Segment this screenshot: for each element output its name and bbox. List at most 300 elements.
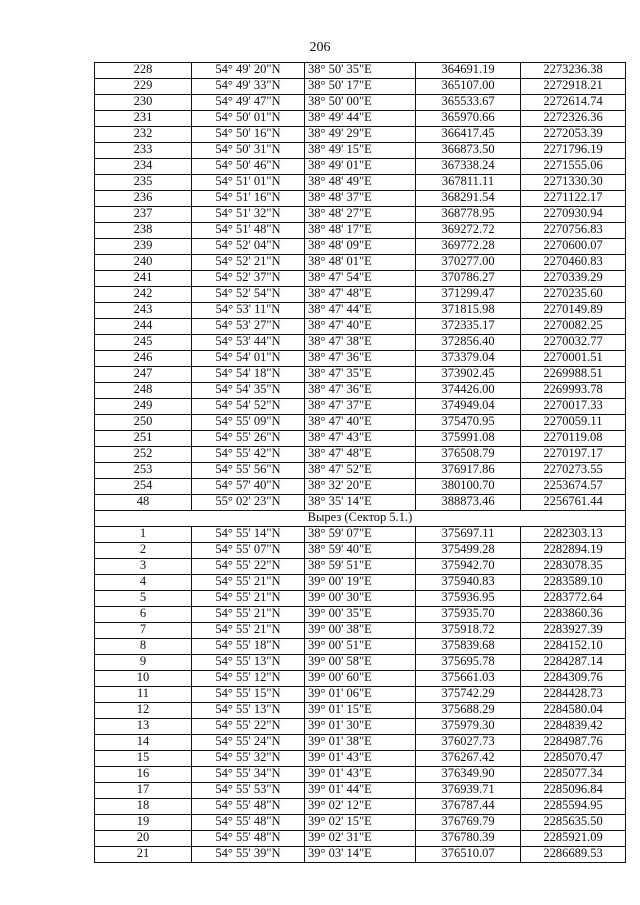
x-coordinate-cell: 375688.29 [416, 703, 521, 719]
point-number-cell: 253 [95, 463, 192, 479]
point-number-cell: 242 [95, 287, 192, 303]
coordinates-table-body [95, 63, 626, 511]
x-coordinate-cell: 374426.00 [416, 383, 521, 399]
x-coordinate-cell: 376508.79 [416, 447, 521, 463]
x-coordinate-cell: 375695.78 [416, 655, 521, 671]
latitude-cell: 54° 52' 21"N [192, 255, 305, 271]
latitude-cell: 54° 55' 21"N [192, 623, 305, 639]
table-row [95, 79, 626, 95]
longitude-cell: 38° 47' 35"E [305, 367, 416, 383]
longitude-cell: 38° 47' 40"E [305, 415, 416, 431]
y-coordinate-cell: 2269988.51 [521, 367, 626, 383]
point-number-cell: 1 [95, 527, 192, 543]
longitude-cell: 38° 49' 29"E [305, 127, 416, 143]
longitude-cell: 39° 01' 43"E [305, 767, 416, 783]
x-coordinate-cell: 370277.00 [416, 255, 521, 271]
latitude-cell: 54° 51' 16"N [192, 191, 305, 207]
section-title: Вырез (Сектор 5.1.) [95, 511, 626, 527]
x-coordinate-cell: 373379.04 [416, 351, 521, 367]
point-number-cell: 5 [95, 591, 192, 607]
point-number-cell: 6 [95, 607, 192, 623]
point-number-cell: 2 [95, 543, 192, 559]
latitude-cell: 54° 54' 01"N [192, 351, 305, 367]
x-coordinate-cell: 375991.08 [416, 431, 521, 447]
table-row [95, 543, 626, 559]
x-coordinate-cell: 373902.45 [416, 367, 521, 383]
y-coordinate-cell: 2284987.76 [521, 735, 626, 751]
table-row [95, 847, 626, 863]
y-coordinate-cell: 2284580.04 [521, 703, 626, 719]
x-coordinate-cell: 372335.17 [416, 319, 521, 335]
table-row [95, 607, 626, 623]
longitude-cell: 39° 00' 51"E [305, 639, 416, 655]
y-coordinate-cell: 2271122.17 [521, 191, 626, 207]
latitude-cell: 54° 55' 42"N [192, 447, 305, 463]
latitude-cell: 54° 55' 21"N [192, 607, 305, 623]
y-coordinate-cell: 2270339.29 [521, 271, 626, 287]
point-number-cell: 13 [95, 719, 192, 735]
latitude-cell: 54° 54' 52"N [192, 399, 305, 415]
table-row [95, 751, 626, 767]
table-row [95, 639, 626, 655]
point-number-cell: 252 [95, 447, 192, 463]
latitude-cell: 54° 55' 53"N [192, 783, 305, 799]
point-number-cell: 18 [95, 799, 192, 815]
x-coordinate-cell: 375839.68 [416, 639, 521, 655]
table-row [95, 479, 626, 495]
latitude-cell: 54° 52' 54"N [192, 287, 305, 303]
longitude-cell: 39° 02' 12"E [305, 799, 416, 815]
longitude-cell: 38° 47' 48"E [305, 447, 416, 463]
table-row [95, 63, 626, 79]
latitude-cell: 54° 49' 20"N [192, 63, 305, 79]
longitude-cell: 38° 47' 36"E [305, 383, 416, 399]
y-coordinate-cell: 2253674.57 [521, 479, 626, 495]
longitude-cell: 39° 01' 43"E [305, 751, 416, 767]
y-coordinate-cell: 2285921.09 [521, 831, 626, 847]
point-number-cell: 14 [95, 735, 192, 751]
longitude-cell: 39° 00' 19"E [305, 575, 416, 591]
y-coordinate-cell: 2283078.35 [521, 559, 626, 575]
table-row [95, 271, 626, 287]
latitude-cell: 54° 55' 21"N [192, 575, 305, 591]
point-number-cell: 241 [95, 271, 192, 287]
y-coordinate-cell: 2284152.10 [521, 639, 626, 655]
y-coordinate-cell: 2270017.33 [521, 399, 626, 415]
latitude-cell: 54° 51' 32"N [192, 207, 305, 223]
longitude-cell: 38° 32' 20"E [305, 479, 416, 495]
point-number-cell: 20 [95, 831, 192, 847]
x-coordinate-cell: 371815.98 [416, 303, 521, 319]
point-number-cell: 232 [95, 127, 192, 143]
table-row [95, 287, 626, 303]
longitude-cell: 38° 59' 40"E [305, 543, 416, 559]
table-row [95, 335, 626, 351]
point-number-cell: 249 [95, 399, 192, 415]
y-coordinate-cell: 2285070.47 [521, 751, 626, 767]
latitude-cell: 55° 02' 23"N [192, 495, 305, 511]
point-number-cell: 245 [95, 335, 192, 351]
x-coordinate-cell: 376939.71 [416, 783, 521, 799]
longitude-cell: 38° 47' 44"E [305, 303, 416, 319]
latitude-cell: 54° 55' 22"N [192, 719, 305, 735]
latitude-cell: 54° 55' 48"N [192, 799, 305, 815]
table-row [95, 431, 626, 447]
table-row [95, 671, 626, 687]
coordinates-table-body-sector [95, 527, 626, 863]
x-coordinate-cell: 375470.95 [416, 415, 521, 431]
point-number-cell: 234 [95, 159, 192, 175]
y-coordinate-cell: 2285096.84 [521, 783, 626, 799]
x-coordinate-cell: 376027.73 [416, 735, 521, 751]
x-coordinate-cell: 376769.79 [416, 815, 521, 831]
longitude-cell: 38° 47' 52"E [305, 463, 416, 479]
table-row [95, 415, 626, 431]
y-coordinate-cell: 2272614.74 [521, 95, 626, 111]
x-coordinate-cell: 375942.70 [416, 559, 521, 575]
point-number-cell: 240 [95, 255, 192, 271]
y-coordinate-cell: 2270756.83 [521, 223, 626, 239]
x-coordinate-cell: 376780.39 [416, 831, 521, 847]
x-coordinate-cell: 376917.86 [416, 463, 521, 479]
x-coordinate-cell: 375979.30 [416, 719, 521, 735]
table-row [95, 831, 626, 847]
point-number-cell: 16 [95, 767, 192, 783]
table-row [95, 463, 626, 479]
latitude-cell: 54° 52' 04"N [192, 239, 305, 255]
latitude-cell: 54° 50' 46"N [192, 159, 305, 175]
y-coordinate-cell: 2283589.10 [521, 575, 626, 591]
y-coordinate-cell: 2282303.13 [521, 527, 626, 543]
table-row [95, 655, 626, 671]
longitude-cell: 38° 47' 48"E [305, 287, 416, 303]
longitude-cell: 38° 47' 43"E [305, 431, 416, 447]
x-coordinate-cell: 375940.83 [416, 575, 521, 591]
y-coordinate-cell: 2282894.19 [521, 543, 626, 559]
longitude-cell: 38° 48' 27"E [305, 207, 416, 223]
latitude-cell: 54° 55' 22"N [192, 559, 305, 575]
table-row [95, 95, 626, 111]
x-coordinate-cell: 375936.95 [416, 591, 521, 607]
point-number-cell: 8 [95, 639, 192, 655]
latitude-cell: 54° 55' 12"N [192, 671, 305, 687]
point-number-cell: 228 [95, 63, 192, 79]
latitude-cell: 54° 55' 26"N [192, 431, 305, 447]
longitude-cell: 38° 47' 54"E [305, 271, 416, 287]
x-coordinate-cell: 367338.24 [416, 159, 521, 175]
y-coordinate-cell: 2271796.19 [521, 143, 626, 159]
section-header-row [95, 511, 626, 527]
point-number-cell: 15 [95, 751, 192, 767]
point-number-cell: 7 [95, 623, 192, 639]
y-coordinate-cell: 2283860.36 [521, 607, 626, 623]
latitude-cell: 54° 55' 18"N [192, 639, 305, 655]
y-coordinate-cell: 2270460.83 [521, 255, 626, 271]
longitude-cell: 38° 47' 40"E [305, 319, 416, 335]
x-coordinate-cell: 367811.11 [416, 175, 521, 191]
point-number-cell: 3 [95, 559, 192, 575]
point-number-cell: 21 [95, 847, 192, 863]
point-number-cell: 229 [95, 79, 192, 95]
longitude-cell: 38° 48' 17"E [305, 223, 416, 239]
y-coordinate-cell: 2270032.77 [521, 335, 626, 351]
longitude-cell: 39° 00' 60"E [305, 671, 416, 687]
y-coordinate-cell: 2284428.73 [521, 687, 626, 703]
x-coordinate-cell: 376510.07 [416, 847, 521, 863]
y-coordinate-cell: 2270273.55 [521, 463, 626, 479]
point-number-cell: 246 [95, 351, 192, 367]
longitude-cell: 39° 02' 31"E [305, 831, 416, 847]
longitude-cell: 38° 50' 17"E [305, 79, 416, 95]
longitude-cell: 38° 59' 51"E [305, 559, 416, 575]
point-number-cell: 238 [95, 223, 192, 239]
longitude-cell: 39° 00' 38"E [305, 623, 416, 639]
y-coordinate-cell: 2284287.14 [521, 655, 626, 671]
latitude-cell: 54° 50' 01"N [192, 111, 305, 127]
coordinates-table [94, 62, 626, 863]
x-coordinate-cell: 375661.03 [416, 671, 521, 687]
longitude-cell: 39° 01' 30"E [305, 719, 416, 735]
table-row [95, 159, 626, 175]
latitude-cell: 54° 55' 21"N [192, 591, 305, 607]
x-coordinate-cell: 364691.19 [416, 63, 521, 79]
y-coordinate-cell: 2270082.25 [521, 319, 626, 335]
x-coordinate-cell: 374949.04 [416, 399, 521, 415]
y-coordinate-cell: 2285635.50 [521, 815, 626, 831]
y-coordinate-cell: 2272326.36 [521, 111, 626, 127]
y-coordinate-cell: 2270119.08 [521, 431, 626, 447]
y-coordinate-cell: 2272918.21 [521, 79, 626, 95]
latitude-cell: 54° 55' 56"N [192, 463, 305, 479]
x-coordinate-cell: 388873.46 [416, 495, 521, 511]
point-number-cell: 11 [95, 687, 192, 703]
table-row [95, 399, 626, 415]
latitude-cell: 54° 55' 48"N [192, 815, 305, 831]
y-coordinate-cell: 2271555.06 [521, 159, 626, 175]
longitude-cell: 39° 03' 14"E [305, 847, 416, 863]
table-row [95, 799, 626, 815]
page-number: 206 [309, 40, 331, 55]
x-coordinate-cell: 366873.50 [416, 143, 521, 159]
point-number-cell: 10 [95, 671, 192, 687]
longitude-cell: 39° 02' 15"E [305, 815, 416, 831]
y-coordinate-cell: 2256761.44 [521, 495, 626, 511]
point-number-cell: 244 [95, 319, 192, 335]
point-number-cell: 237 [95, 207, 192, 223]
latitude-cell: 54° 55' 13"N [192, 655, 305, 671]
table-row [95, 111, 626, 127]
y-coordinate-cell: 2283772.64 [521, 591, 626, 607]
longitude-cell: 38° 48' 09"E [305, 239, 416, 255]
point-number-cell: 251 [95, 431, 192, 447]
y-coordinate-cell: 2283927.39 [521, 623, 626, 639]
x-coordinate-cell: 371299.47 [416, 287, 521, 303]
latitude-cell: 54° 57' 40"N [192, 479, 305, 495]
table-row [95, 527, 626, 543]
table-row [95, 255, 626, 271]
point-number-cell: 4 [95, 575, 192, 591]
table-row [95, 383, 626, 399]
latitude-cell: 54° 55' 07"N [192, 543, 305, 559]
x-coordinate-cell: 375935.70 [416, 607, 521, 623]
latitude-cell: 54° 51' 48"N [192, 223, 305, 239]
y-coordinate-cell: 2284839.42 [521, 719, 626, 735]
latitude-cell: 54° 54' 35"N [192, 383, 305, 399]
x-coordinate-cell: 365107.00 [416, 79, 521, 95]
y-coordinate-cell: 2285594.95 [521, 799, 626, 815]
y-coordinate-cell: 2270600.07 [521, 239, 626, 255]
latitude-cell: 54° 55' 32"N [192, 751, 305, 767]
longitude-cell: 38° 47' 36"E [305, 351, 416, 367]
y-coordinate-cell: 2271330.30 [521, 175, 626, 191]
longitude-cell: 39° 00' 35"E [305, 607, 416, 623]
x-coordinate-cell: 370786.27 [416, 271, 521, 287]
latitude-cell: 54° 50' 16"N [192, 127, 305, 143]
y-coordinate-cell: 2270001.51 [521, 351, 626, 367]
section-header-group [95, 511, 626, 527]
table-row [95, 703, 626, 719]
latitude-cell: 54° 53' 11"N [192, 303, 305, 319]
table-row [95, 735, 626, 751]
table-row [95, 495, 626, 511]
table-row [95, 319, 626, 335]
longitude-cell: 39° 01' 44"E [305, 783, 416, 799]
point-number-cell: 247 [95, 367, 192, 383]
x-coordinate-cell: 372856.40 [416, 335, 521, 351]
longitude-cell: 38° 49' 44"E [305, 111, 416, 127]
latitude-cell: 54° 55' 14"N [192, 527, 305, 543]
latitude-cell: 54° 55' 09"N [192, 415, 305, 431]
y-coordinate-cell: 2285077.34 [521, 767, 626, 783]
latitude-cell: 54° 49' 33"N [192, 79, 305, 95]
longitude-cell: 38° 49' 01"E [305, 159, 416, 175]
table-row [95, 367, 626, 383]
table-row [95, 591, 626, 607]
latitude-cell: 54° 55' 13"N [192, 703, 305, 719]
y-coordinate-cell: 2270059.11 [521, 415, 626, 431]
latitude-cell: 54° 55' 15"N [192, 687, 305, 703]
x-coordinate-cell: 380100.70 [416, 479, 521, 495]
latitude-cell: 54° 55' 39"N [192, 847, 305, 863]
latitude-cell: 54° 55' 34"N [192, 767, 305, 783]
point-number-cell: 250 [95, 415, 192, 431]
x-coordinate-cell: 376349.90 [416, 767, 521, 783]
longitude-cell: 38° 50' 00"E [305, 95, 416, 111]
point-number-cell: 239 [95, 239, 192, 255]
longitude-cell: 38° 47' 38"E [305, 335, 416, 351]
y-coordinate-cell: 2270930.94 [521, 207, 626, 223]
table-row [95, 559, 626, 575]
x-coordinate-cell: 365970.66 [416, 111, 521, 127]
y-coordinate-cell: 2270149.89 [521, 303, 626, 319]
x-coordinate-cell: 375918.72 [416, 623, 521, 639]
table-row [95, 815, 626, 831]
latitude-cell: 54° 50' 31"N [192, 143, 305, 159]
point-number-cell: 233 [95, 143, 192, 159]
y-coordinate-cell: 2269993.78 [521, 383, 626, 399]
y-coordinate-cell: 2270197.17 [521, 447, 626, 463]
latitude-cell: 54° 52' 37"N [192, 271, 305, 287]
point-number-cell: 235 [95, 175, 192, 191]
table-row [95, 239, 626, 255]
y-coordinate-cell: 2286689.53 [521, 847, 626, 863]
longitude-cell: 38° 49' 15"E [305, 143, 416, 159]
x-coordinate-cell: 375742.29 [416, 687, 521, 703]
y-coordinate-cell: 2270235.60 [521, 287, 626, 303]
latitude-cell: 54° 55' 24"N [192, 735, 305, 751]
table-row [95, 143, 626, 159]
point-number-cell: 231 [95, 111, 192, 127]
latitude-cell: 54° 51' 01"N [192, 175, 305, 191]
y-coordinate-cell: 2284309.76 [521, 671, 626, 687]
longitude-cell: 39° 01' 38"E [305, 735, 416, 751]
table-row [95, 783, 626, 799]
longitude-cell: 38° 50' 35"E [305, 63, 416, 79]
longitude-cell: 38° 48' 01"E [305, 255, 416, 271]
latitude-cell: 54° 49' 47"N [192, 95, 305, 111]
point-number-cell: 48 [95, 495, 192, 511]
latitude-cell: 54° 55' 48"N [192, 831, 305, 847]
longitude-cell: 39° 01' 06"E [305, 687, 416, 703]
table-row [95, 447, 626, 463]
y-coordinate-cell: 2272053.39 [521, 127, 626, 143]
x-coordinate-cell: 375697.11 [416, 527, 521, 543]
table-row [95, 575, 626, 591]
table-row [95, 623, 626, 639]
longitude-cell: 39° 00' 30"E [305, 591, 416, 607]
table-row [95, 191, 626, 207]
longitude-cell: 38° 48' 49"E [305, 175, 416, 191]
longitude-cell: 38° 59' 07"E [305, 527, 416, 543]
point-number-cell: 12 [95, 703, 192, 719]
x-coordinate-cell: 366417.45 [416, 127, 521, 143]
point-number-cell: 9 [95, 655, 192, 671]
table-row [95, 175, 626, 191]
x-coordinate-cell: 369272.72 [416, 223, 521, 239]
x-coordinate-cell: 369772.28 [416, 239, 521, 255]
table-row [95, 223, 626, 239]
table-row [95, 687, 626, 703]
y-coordinate-cell: 2273236.38 [521, 63, 626, 79]
x-coordinate-cell: 376787.44 [416, 799, 521, 815]
latitude-cell: 54° 54' 18"N [192, 367, 305, 383]
point-number-cell: 236 [95, 191, 192, 207]
x-coordinate-cell: 365533.67 [416, 95, 521, 111]
longitude-cell: 39° 01' 15"E [305, 703, 416, 719]
point-number-cell: 19 [95, 815, 192, 831]
latitude-cell: 54° 53' 44"N [192, 335, 305, 351]
longitude-cell: 39° 00' 58"E [305, 655, 416, 671]
point-number-cell: 17 [95, 783, 192, 799]
table-row [95, 303, 626, 319]
point-number-cell: 248 [95, 383, 192, 399]
latitude-cell: 54° 53' 27"N [192, 319, 305, 335]
x-coordinate-cell: 368778.95 [416, 207, 521, 223]
x-coordinate-cell: 368291.54 [416, 191, 521, 207]
table-row [95, 767, 626, 783]
table-row [95, 719, 626, 735]
point-number-cell: 230 [95, 95, 192, 111]
table-row [95, 351, 626, 367]
table-row [95, 127, 626, 143]
point-number-cell: 254 [95, 479, 192, 495]
longitude-cell: 38° 47' 37"E [305, 399, 416, 415]
x-coordinate-cell: 376267.42 [416, 751, 521, 767]
longitude-cell: 38° 48' 37"E [305, 191, 416, 207]
longitude-cell: 38° 35' 14"E [305, 495, 416, 511]
table-row [95, 207, 626, 223]
point-number-cell: 243 [95, 303, 192, 319]
